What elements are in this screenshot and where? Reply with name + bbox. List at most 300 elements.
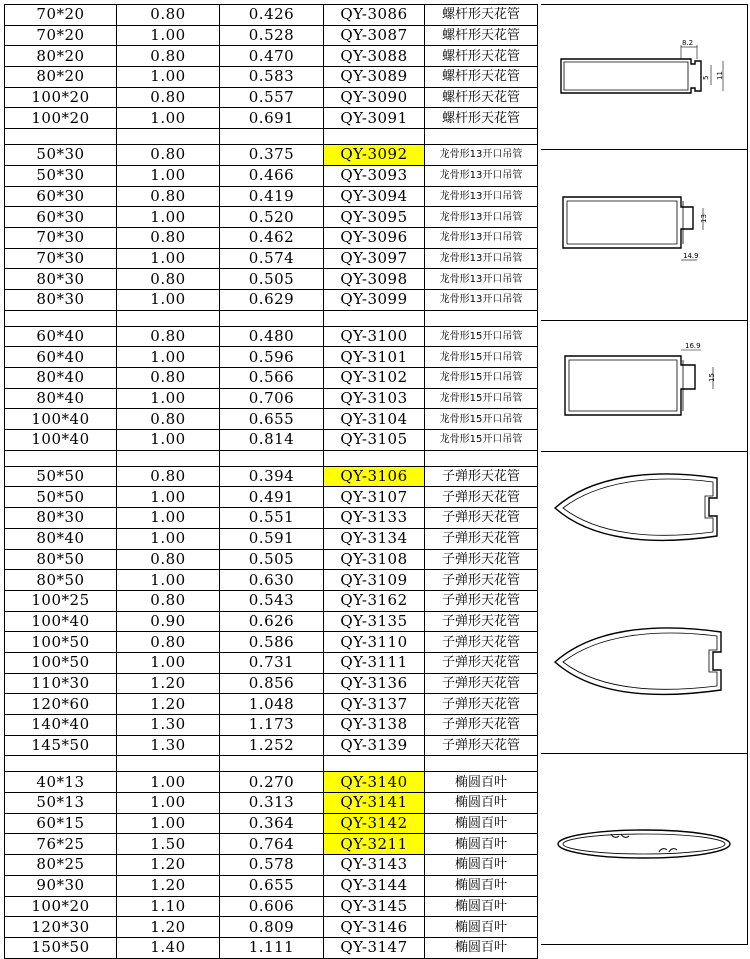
separator-cell — [220, 450, 324, 466]
model-cell: QY-3100 — [324, 326, 425, 347]
name-cell: 椭圆百叶 — [425, 875, 538, 896]
oval-louver-profile — [541, 754, 747, 945]
name-cell: 龙骨形13开口吊管 — [425, 186, 538, 207]
table-row — [5, 896, 538, 917]
thickness-cell: 0.80 — [117, 227, 220, 248]
name-cell: 子弹形天花管 — [425, 466, 538, 487]
name-cell: 子弹形天花管 — [425, 508, 538, 529]
name-cell: 椭圆百叶 — [425, 793, 538, 814]
separator-cell — [117, 756, 220, 772]
thickness-cell: 1.30 — [117, 715, 220, 736]
thickness-cell: 1.20 — [117, 673, 220, 694]
weight-cell: 0.394 — [220, 466, 324, 487]
weight-cell: 0.528 — [220, 25, 324, 46]
size-cell: 100*40 — [5, 611, 117, 632]
weight-cell: 0.375 — [220, 145, 324, 166]
thickness-cell: 0.80 — [117, 466, 220, 487]
name-cell: 椭圆百叶 — [425, 937, 538, 958]
group-separator — [5, 450, 538, 466]
product-sheet — [4, 4, 745, 959]
weight-cell: 0.480 — [220, 326, 324, 347]
dim-label-slot: 5 — [702, 75, 710, 80]
product-table — [4, 4, 538, 959]
model-cell: QY-3133 — [324, 508, 425, 529]
table-row — [5, 289, 538, 310]
thickness-cell: 0.80 — [117, 549, 220, 570]
weight-cell: 0.596 — [220, 347, 324, 368]
model-cell: QY-3134 — [324, 528, 425, 549]
weight-cell: 0.543 — [220, 590, 324, 611]
thickness-cell: 0.80 — [117, 87, 220, 108]
separator-cell — [5, 450, 117, 466]
thickness-cell: 1.00 — [117, 165, 220, 186]
model-cell: QY-3145 — [324, 896, 425, 917]
name-cell: 螺杆形天花管 — [425, 67, 538, 88]
size-cell: 70*30 — [5, 227, 117, 248]
weight-cell: 0.691 — [220, 108, 324, 129]
table-row — [5, 793, 538, 814]
table-row — [5, 326, 538, 347]
model-cell: QY-3211 — [324, 834, 425, 855]
table-row — [5, 368, 538, 389]
name-cell: 龙骨形15开口吊管 — [425, 347, 538, 368]
size-cell: 100*50 — [5, 632, 117, 653]
model-cell: QY-3087 — [324, 25, 425, 46]
size-cell: 80*50 — [5, 549, 117, 570]
name-cell: 椭圆百叶 — [425, 917, 538, 938]
size-cell: 60*40 — [5, 347, 117, 368]
name-cell: 椭圆百叶 — [425, 772, 538, 793]
name-cell: 子弹形天花管 — [425, 652, 538, 673]
table-row — [5, 813, 538, 834]
separator-cell — [425, 129, 538, 145]
separator-cell — [425, 450, 538, 466]
model-cell: QY-3111 — [324, 652, 425, 673]
size-cell: 100*40 — [5, 409, 117, 430]
name-cell: 椭圆百叶 — [425, 834, 538, 855]
thickness-cell: 1.00 — [117, 25, 220, 46]
name-cell: 螺杆形天花管 — [425, 5, 538, 26]
size-cell: 60*40 — [5, 326, 117, 347]
weight-cell: 0.419 — [220, 186, 324, 207]
size-cell: 80*25 — [5, 855, 117, 876]
table-row — [5, 937, 538, 958]
table-row — [5, 46, 538, 67]
size-cell: 80*20 — [5, 67, 117, 88]
table-row — [5, 715, 538, 736]
thickness-cell: 1.00 — [117, 108, 220, 129]
separator-cell — [220, 310, 324, 326]
model-cell: QY-3088 — [324, 46, 425, 67]
size-cell: 100*50 — [5, 652, 117, 673]
drawing-screw-tube — [541, 4, 747, 129]
table-row — [5, 108, 538, 129]
size-cell: 120*60 — [5, 694, 117, 715]
keel-13-profile — [541, 150, 747, 314]
size-cell: 150*50 — [5, 937, 117, 958]
separator-cell — [324, 450, 425, 466]
weight-cell: 0.466 — [220, 165, 324, 186]
size-cell: 100*20 — [5, 896, 117, 917]
dim-label-opening: 15 — [708, 373, 716, 382]
weight-cell: 0.583 — [220, 67, 324, 88]
model-cell: QY-3141 — [324, 793, 425, 814]
table-row — [5, 67, 538, 88]
profile-drawings-column — [541, 4, 748, 945]
size-cell: 50*30 — [5, 145, 117, 166]
thickness-cell: 1.00 — [117, 570, 220, 591]
name-cell: 龙骨形15开口吊管 — [425, 409, 538, 430]
table-row — [5, 5, 538, 26]
weight-cell: 0.520 — [220, 207, 324, 228]
weight-cell: 0.591 — [220, 528, 324, 549]
name-cell: 子弹形天花管 — [425, 694, 538, 715]
screw-tube-profile — [541, 5, 747, 129]
size-cell: 70*20 — [5, 25, 117, 46]
table-row — [5, 570, 538, 591]
drawing-keel-15-tube — [541, 320, 747, 445]
size-cell: 145*50 — [5, 735, 117, 756]
thickness-cell: 1.00 — [117, 652, 220, 673]
model-cell: QY-3135 — [324, 611, 425, 632]
separator-cell — [425, 310, 538, 326]
table-row — [5, 145, 538, 166]
table-row — [5, 269, 538, 290]
model-cell: QY-3106 — [324, 466, 425, 487]
table-row — [5, 430, 538, 451]
name-cell: 子弹形天花管 — [425, 487, 538, 508]
thickness-cell: 1.20 — [117, 855, 220, 876]
thickness-cell: 1.00 — [117, 289, 220, 310]
weight-cell: 0.629 — [220, 289, 324, 310]
model-cell: QY-3140 — [324, 772, 425, 793]
name-cell: 子弹形天花管 — [425, 590, 538, 611]
weight-cell: 1.173 — [220, 715, 324, 736]
weight-cell: 0.706 — [220, 388, 324, 409]
group-separator — [5, 129, 538, 145]
weight-cell: 0.626 — [220, 611, 324, 632]
table-row — [5, 673, 538, 694]
separator-cell — [5, 129, 117, 145]
model-cell: QY-3098 — [324, 269, 425, 290]
model-cell: QY-3137 — [324, 694, 425, 715]
weight-cell: 0.505 — [220, 549, 324, 570]
separator-cell — [425, 756, 538, 772]
thickness-cell: 0.80 — [117, 409, 220, 430]
name-cell: 龙骨形15开口吊管 — [425, 368, 538, 389]
name-cell: 龙骨形13开口吊管 — [425, 207, 538, 228]
size-cell: 80*20 — [5, 46, 117, 67]
model-cell: QY-3101 — [324, 347, 425, 368]
model-cell: QY-3096 — [324, 227, 425, 248]
thickness-cell: 1.00 — [117, 248, 220, 269]
size-cell: 100*25 — [5, 590, 117, 611]
table-row — [5, 632, 538, 653]
thickness-cell: 0.80 — [117, 368, 220, 389]
model-cell: QY-3147 — [324, 937, 425, 958]
size-cell: 50*13 — [5, 793, 117, 814]
model-cell: QY-3146 — [324, 917, 425, 938]
dim-label-width: 8.2 — [682, 39, 694, 47]
thickness-cell: 0.80 — [117, 186, 220, 207]
separator-cell — [5, 310, 117, 326]
model-cell: QY-3090 — [324, 87, 425, 108]
weight-cell: 0.462 — [220, 227, 324, 248]
weight-cell: 0.505 — [220, 269, 324, 290]
thickness-cell: 1.00 — [117, 388, 220, 409]
weight-cell: 0.551 — [220, 508, 324, 529]
thickness-cell: 0.80 — [117, 5, 220, 26]
model-cell: QY-3086 — [324, 5, 425, 26]
size-cell: 80*40 — [5, 388, 117, 409]
thickness-cell: 1.20 — [117, 875, 220, 896]
model-cell: QY-3105 — [324, 430, 425, 451]
table-row — [5, 528, 538, 549]
name-cell: 龙骨形15开口吊管 — [425, 326, 538, 347]
model-cell: QY-3091 — [324, 108, 425, 129]
name-cell: 螺杆形天花管 — [425, 46, 538, 67]
name-cell: 龙骨形13开口吊管 — [425, 289, 538, 310]
name-cell: 龙骨形13开口吊管 — [425, 227, 538, 248]
size-cell: 80*30 — [5, 508, 117, 529]
size-cell: 80*50 — [5, 570, 117, 591]
separator-cell — [324, 756, 425, 772]
size-cell: 120*30 — [5, 917, 117, 938]
thickness-cell: 1.50 — [117, 834, 220, 855]
weight-cell: 0.764 — [220, 834, 324, 855]
weight-cell: 0.491 — [220, 487, 324, 508]
weight-cell: 1.252 — [220, 735, 324, 756]
keel-15-profile — [541, 321, 747, 445]
weight-cell: 0.270 — [220, 772, 324, 793]
group-separator — [5, 310, 538, 326]
weight-cell: 0.426 — [220, 5, 324, 26]
name-cell: 子弹形天花管 — [425, 735, 538, 756]
dim-label-opening: 13 — [700, 214, 708, 223]
size-cell: 70*30 — [5, 248, 117, 269]
weight-cell: 0.566 — [220, 368, 324, 389]
model-cell: QY-3092 — [324, 145, 425, 166]
thickness-cell: 1.10 — [117, 896, 220, 917]
weight-cell: 0.630 — [220, 570, 324, 591]
model-cell: QY-3103 — [324, 388, 425, 409]
separator-cell — [220, 129, 324, 145]
table-row — [5, 834, 538, 855]
drawing-oval-louver — [541, 753, 747, 945]
name-cell: 龙骨形13开口吊管 — [425, 269, 538, 290]
table-row — [5, 207, 538, 228]
name-cell: 螺杆形天花管 — [425, 108, 538, 129]
dim-label-depth: 16.9 — [685, 342, 701, 350]
size-cell: 80*30 — [5, 269, 117, 290]
model-cell: QY-3110 — [324, 632, 425, 653]
thickness-cell: 0.90 — [117, 611, 220, 632]
drawing-bullet-tube — [541, 451, 747, 742]
model-cell: QY-3162 — [324, 590, 425, 611]
size-cell: 90*30 — [5, 875, 117, 896]
name-cell: 龙骨形15开口吊管 — [425, 388, 538, 409]
table-row — [5, 487, 538, 508]
weight-cell: 0.313 — [220, 793, 324, 814]
thickness-cell: 1.30 — [117, 735, 220, 756]
product-table-body — [5, 5, 538, 959]
thickness-cell: 1.00 — [117, 813, 220, 834]
weight-cell: 0.606 — [220, 896, 324, 917]
size-cell: 100*20 — [5, 108, 117, 129]
thickness-cell: 1.00 — [117, 793, 220, 814]
table-row — [5, 248, 538, 269]
name-cell: 子弹形天花管 — [425, 611, 538, 632]
model-cell: QY-3109 — [324, 570, 425, 591]
model-cell: QY-3108 — [324, 549, 425, 570]
table-row — [5, 347, 538, 368]
model-cell: QY-3136 — [324, 673, 425, 694]
name-cell: 子弹形天花管 — [425, 715, 538, 736]
thickness-cell: 1.00 — [117, 528, 220, 549]
weight-cell: 1.111 — [220, 937, 324, 958]
model-cell: QY-3099 — [324, 289, 425, 310]
model-cell: QY-3097 — [324, 248, 425, 269]
thickness-cell: 0.80 — [117, 46, 220, 67]
dim-label-height: 11 — [716, 71, 724, 80]
name-cell: 椭圆百叶 — [425, 813, 538, 834]
name-cell: 龙骨形15开口吊管 — [425, 430, 538, 451]
table-row — [5, 549, 538, 570]
size-cell: 80*40 — [5, 368, 117, 389]
model-cell: QY-3138 — [324, 715, 425, 736]
weight-cell: 0.655 — [220, 875, 324, 896]
weight-cell: 0.574 — [220, 248, 324, 269]
weight-cell: 0.856 — [220, 673, 324, 694]
size-cell: 80*30 — [5, 289, 117, 310]
group-separator — [5, 756, 538, 772]
weight-cell: 0.655 — [220, 409, 324, 430]
table-row — [5, 735, 538, 756]
table-row — [5, 917, 538, 938]
table-row — [5, 611, 538, 632]
thickness-cell: 1.00 — [117, 430, 220, 451]
model-cell: QY-3102 — [324, 368, 425, 389]
name-cell: 椭圆百叶 — [425, 855, 538, 876]
size-cell: 40*13 — [5, 772, 117, 793]
table-row — [5, 227, 538, 248]
table-row — [5, 87, 538, 108]
separator-cell — [117, 129, 220, 145]
table-row — [5, 186, 538, 207]
name-cell: 螺杆形天花管 — [425, 25, 538, 46]
weight-cell: 0.731 — [220, 652, 324, 673]
table-row — [5, 388, 538, 409]
thickness-cell: 1.20 — [117, 917, 220, 938]
table-row — [5, 508, 538, 529]
separator-cell — [117, 310, 220, 326]
weight-cell: 0.470 — [220, 46, 324, 67]
weight-cell: 0.809 — [220, 917, 324, 938]
separator-cell — [324, 129, 425, 145]
thickness-cell: 1.00 — [117, 347, 220, 368]
size-cell: 60*30 — [5, 186, 117, 207]
size-cell: 60*15 — [5, 813, 117, 834]
table-row — [5, 409, 538, 430]
thickness-cell: 1.20 — [117, 694, 220, 715]
model-cell: QY-3089 — [324, 67, 425, 88]
size-cell: 76*25 — [5, 834, 117, 855]
size-cell: 100*20 — [5, 87, 117, 108]
size-cell: 60*30 — [5, 207, 117, 228]
thickness-cell: 1.00 — [117, 508, 220, 529]
table-row — [5, 694, 538, 715]
thickness-cell: 1.00 — [117, 487, 220, 508]
size-cell: 70*20 — [5, 5, 117, 26]
thickness-cell: 0.80 — [117, 590, 220, 611]
size-cell: 100*40 — [5, 430, 117, 451]
separator-cell — [5, 756, 117, 772]
table-row — [5, 855, 538, 876]
size-cell: 50*50 — [5, 487, 117, 508]
weight-cell: 0.814 — [220, 430, 324, 451]
table-row — [5, 466, 538, 487]
thickness-cell: 1.00 — [117, 207, 220, 228]
weight-cell: 0.586 — [220, 632, 324, 653]
name-cell: 子弹形天花管 — [425, 632, 538, 653]
model-cell: QY-3139 — [324, 735, 425, 756]
separator-cell — [324, 310, 425, 326]
name-cell: 螺杆形天花管 — [425, 87, 538, 108]
weight-cell: 0.364 — [220, 813, 324, 834]
name-cell: 子弹形天花管 — [425, 549, 538, 570]
table-row — [5, 590, 538, 611]
model-cell: QY-3095 — [324, 207, 425, 228]
model-cell: QY-3104 — [324, 409, 425, 430]
table-row — [5, 875, 538, 896]
table-row — [5, 165, 538, 186]
name-cell: 龙骨形13开口吊管 — [425, 165, 538, 186]
thickness-cell: 0.80 — [117, 632, 220, 653]
size-cell: 110*30 — [5, 673, 117, 694]
separator-cell — [220, 756, 324, 772]
name-cell: 椭圆百叶 — [425, 896, 538, 917]
model-cell: QY-3142 — [324, 813, 425, 834]
size-cell: 140*40 — [5, 715, 117, 736]
dim-label-depth: 14.9 — [683, 252, 699, 260]
model-cell: QY-3144 — [324, 875, 425, 896]
thickness-cell: 1.00 — [117, 67, 220, 88]
size-cell: 50*30 — [5, 165, 117, 186]
table-row — [5, 652, 538, 673]
size-cell: 80*40 — [5, 528, 117, 549]
weight-cell: 1.048 — [220, 694, 324, 715]
model-cell: QY-3093 — [324, 165, 425, 186]
separator-cell — [117, 450, 220, 466]
name-cell: 子弹形天花管 — [425, 673, 538, 694]
thickness-cell: 1.40 — [117, 937, 220, 958]
weight-cell: 0.557 — [220, 87, 324, 108]
thickness-cell: 1.00 — [117, 772, 220, 793]
table-row — [5, 25, 538, 46]
name-cell: 龙骨形13开口吊管 — [425, 248, 538, 269]
table-row — [5, 772, 538, 793]
size-cell: 50*50 — [5, 466, 117, 487]
model-cell: QY-3094 — [324, 186, 425, 207]
name-cell: 龙骨形13开口吊管 — [425, 145, 538, 166]
name-cell: 子弹形天花管 — [425, 528, 538, 549]
model-cell: QY-3107 — [324, 487, 425, 508]
model-cell: QY-3143 — [324, 855, 425, 876]
thickness-cell: 0.80 — [117, 145, 220, 166]
bullet-profile-top — [541, 452, 747, 742]
weight-cell: 0.578 — [220, 855, 324, 876]
drawing-keel-13-tube — [541, 149, 747, 314]
